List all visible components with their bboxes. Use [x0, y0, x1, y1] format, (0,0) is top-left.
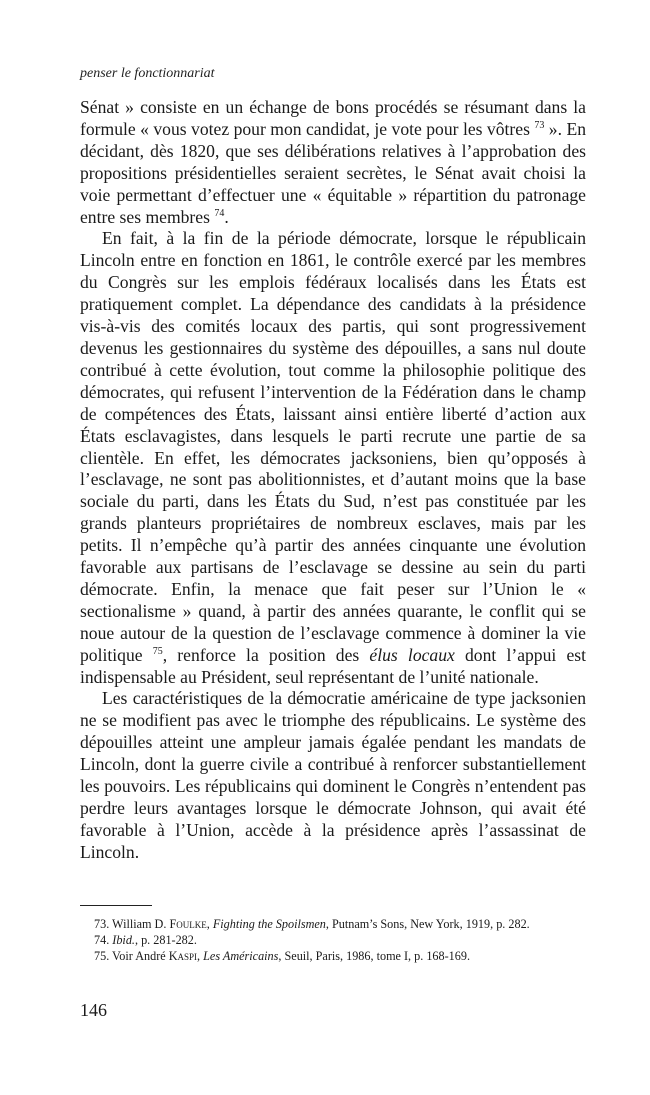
- footnote: [80, 948, 586, 964]
- author-name: Foulke: [169, 917, 207, 931]
- text-run: ,: [206, 917, 213, 931]
- body-text: [80, 97, 586, 864]
- text-run: 74.: [94, 933, 113, 947]
- paragraph: [80, 228, 586, 688]
- paragraph: [80, 97, 586, 228]
- author-name: Kaspi: [168, 949, 198, 963]
- text-run: ». En décidant, dès 1820, que ses délibérations relatives à l’approbation des propositions présidentielles seraient secrètes, le Sénat avait choisi la voie permettant d’effectuer une « équitable » répartition du patronage entre ses membres: [80, 118, 586, 227]
- footnote: [80, 916, 586, 932]
- footnotes: [80, 916, 586, 964]
- paragraph: [80, 688, 586, 863]
- text-run: Les caractéristiques de la démocratie américaine de type jacksonien ne se modifient pas avec le triomphe des républicains. Le système des dépouilles atteint une ampleur jamais égalée pendant les mandats de Lincoln, dont la guerre civile a contribué à renforcer substantiellement les pouvoirs. Les républicains qui dominent le Congrès n’entendent pas perdre leurs avantages lorsque le démocrate Johnson, qui avait été favorable à l’Union, accède à la présidence après l’assassinat de Lincoln.: [80, 688, 586, 862]
- page-number: 146: [80, 1000, 107, 1020]
- text-run: , p. 281-282.: [134, 933, 197, 947]
- italic-text: Les Américains: [203, 949, 279, 963]
- text-run: .: [224, 206, 229, 227]
- running-head: penser le fonctionnariat: [80, 66, 215, 81]
- text-run: , renforce la position des: [162, 644, 370, 665]
- footnote-ref: 73: [534, 120, 545, 132]
- italic-text: élus locaux: [369, 644, 455, 665]
- text-run: Sénat » consiste en un échange de bons procédés se résumant dans la formule « vous votez pour mon candidat, je vote pour les vôtres: [80, 97, 586, 139]
- text-run: , Putnam’s Sons, New York, 1919, p. 282.: [325, 917, 530, 931]
- text-run: dont l’appui est indispensable au Président, seul représentant de l’unité nationale.: [80, 644, 586, 687]
- text-run: , Seuil, Paris, 1986, tome I, p. 168-169.: [278, 949, 471, 963]
- footnote-rule: [80, 905, 152, 906]
- footnote: [80, 932, 586, 948]
- text-run: 75. Voir André: [94, 949, 169, 963]
- footnote-ref: 75: [152, 645, 163, 657]
- text-run: En fait, à la fin de la période démocrate, lorsque le républicain Lincoln entre en fonction en 1861, le contrôle exercé par les membres du Congrès sur les emplois fédéraux localisés dans les États est pratiquement complet. La dépendance des candidats à la présidence vis-à-vis des comités locaux des partis, qui sont progressivement devenus les gestionnaires du système des dépouilles, a sans nul doute contribué à cette évolution, tout comme la philosophie politique des démocrates, qui refusent l’intervention de la Fédération dans le champ de compétences des États, laissant ainsi entière liberté d’action aux États esclavagistes, dans lesquels le parti recrute une partie de sa clientèle. En effet, les démocrates jacksoniens, bien qu’opposés à l’esclavage, ne sont pas abolitionnistes, et d’autant moins que la base sociale du parti, dans les États du Sud, n’est pas constituée par les grands planteurs propriétaires de nombreux esclaves, mais par les petits. Il n’empêche qu’à partir des années cinquante une évolution favorable aux partisans de l’esclavage se dessine au sein du parti démocrate. Enfin, la menace que fait peser sur l’Union le « sectionalisme » quand, à partir des années quarante, le conflit qui se noue autour de la question de l’esclavage commence à dominer la vie politique: [80, 228, 586, 665]
- italic-text: Ibid.: [112, 933, 135, 947]
- text-run: ,: [197, 949, 204, 963]
- italic-text: Fighting the Spoilsmen: [212, 917, 326, 931]
- text-run: 73. William D.: [94, 917, 170, 931]
- footnote-ref: 74: [214, 207, 225, 219]
